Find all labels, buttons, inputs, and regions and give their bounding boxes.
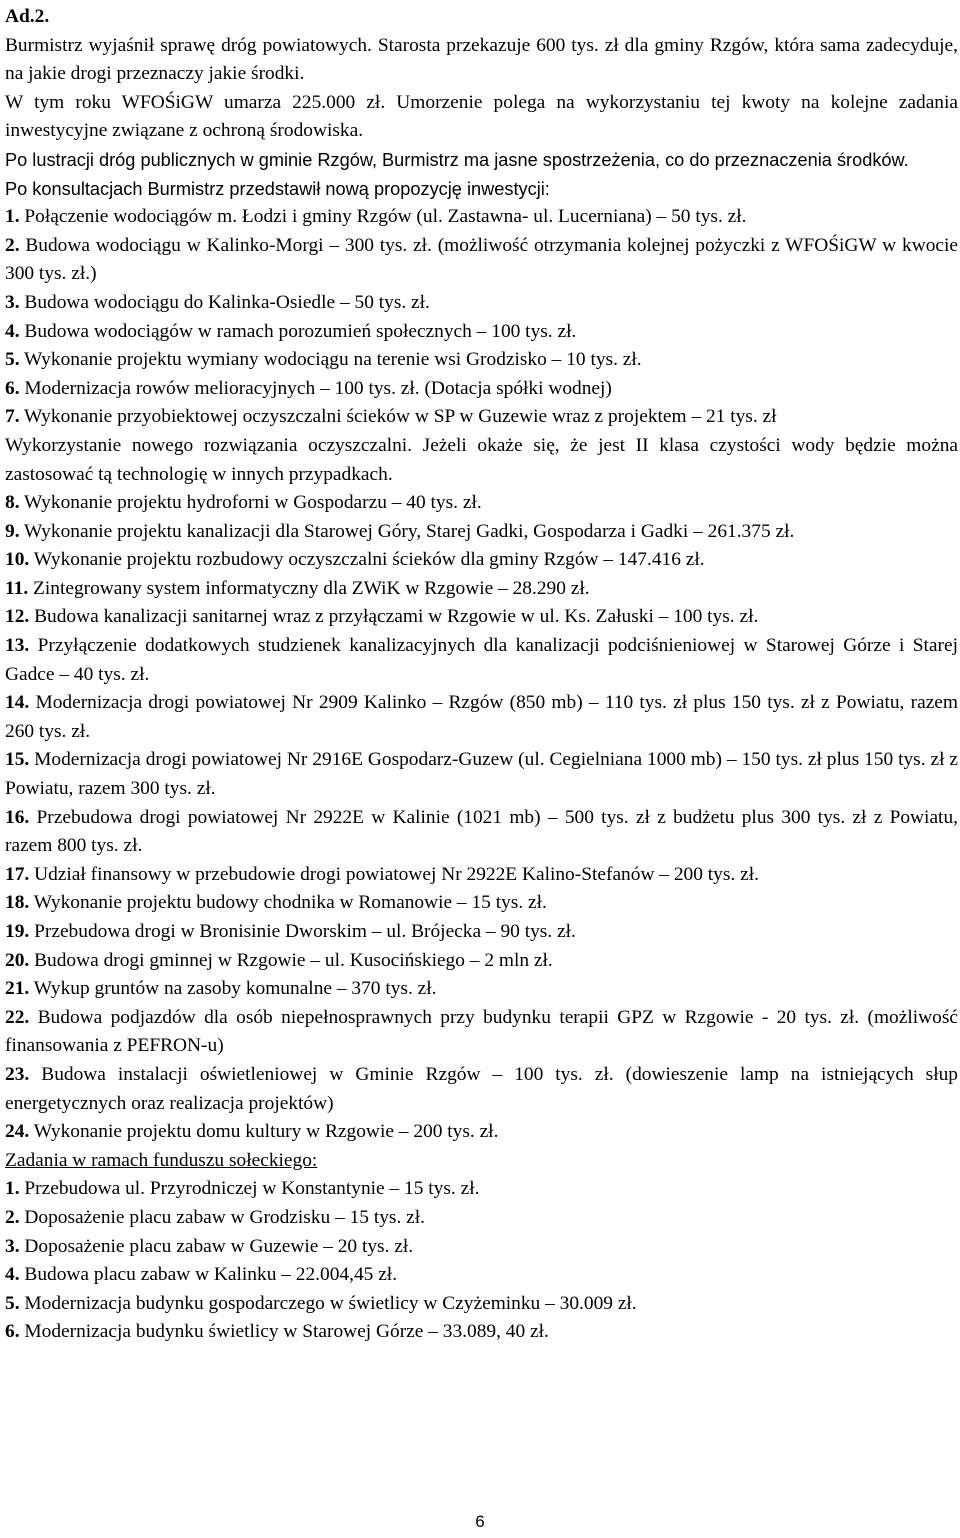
- list-item: 8. Wykonanie projektu hydroforni w Gospodarzu – 40 tys. zł.: [5, 492, 482, 514]
- list-item: 4. Budowa wodociągów w ramach porozumień społecznych – 100 tys. zł.: [5, 320, 577, 342]
- page-number: 6: [475, 1512, 485, 1531]
- list-item: 3. Doposażenie placu zabaw w Guzewie – 20 tys. zł.: [5, 1235, 414, 1257]
- paragraph-lustracja: Po lustracji dróg publicznych w gminie Rzgów, Burmistrz ma jasne spostrzeżenia, co do przeznaczenia środków.: [5, 149, 909, 170]
- list-item: 18. Wykonanie projektu budowy chodnika w Romanowie – 15 tys. zł.: [5, 892, 547, 914]
- investment-list-continued: [5, 489, 958, 1147]
- list-item: 4. Budowa placu zabaw w Kalinku – 22.004,45 zł.: [5, 1264, 398, 1286]
- list-item: 21. Wykup gruntów na zasoby komunalne – 370 tys. zł.: [5, 978, 437, 1000]
- list-item: 11. Zintegrowany system informatyczny dla ZWiK w Rzgowie – 28.290 zł.: [5, 577, 590, 599]
- list-item: 1. Przebudowa ul. Przyrodniczej w Konstantynie – 15 tys. zł.: [5, 1178, 480, 1200]
- paragraph-wfosigw: W tym roku WFOŚiGW umarza 225.000 zł. Umorzenie polega na wykorzystaniu tej kwoty na kolejne zadania inwestycyjne związane z ochroną środowiska.: [5, 91, 958, 142]
- paragraph-starosta: Burmistrz wyjaśnił sprawę dróg powiatowych. Starosta przekazuje 600 tys. zł dla gminy Rzgów, która sama zadecyduje, na jakie drogi przeznaczy jakie środki.: [5, 34, 958, 85]
- investment-list: [5, 203, 958, 432]
- list-item: 13. Przyłączenie dodatkowych studzienek kanalizacyjnych dla kanalizacji podciśnieniowej w Starowej Górze i Starej Gadce – 40 tys. zł.: [5, 635, 958, 685]
- list-item: 6. Modernizacja rowów melioracyjnych – 100 tys. zł. (Dotacja spółki wodnej): [5, 377, 612, 399]
- list-item: 5. Wykonanie projektu wymiany wodociągu na terenie wsi Grodzisko – 10 tys. zł.: [5, 349, 642, 371]
- list-item: 12. Budowa kanalizacji sanitarnej wraz z przyłączami w Rzgowie w ul. Ks. Załuski – 100 tys. zł.: [5, 606, 759, 628]
- list-item: 16. Przebudowa drogi powiatowej Nr 2922E w Kalinie (1021 mb) – 500 tys. zł z budżetu plus 300 tys. zł z Powiatu, razem 800 tys. zł.: [5, 806, 958, 857]
- list-item: 23. Budowa instalacji oświetleniowej w Gminie Rzgów – 100 tys. zł. (dowieszenie lamp na istniejących słup energetycznych oraz realizacja projektów): [5, 1063, 958, 1114]
- solecki-list: [5, 1175, 958, 1347]
- list-item: 2. Doposażenie placu zabaw w Grodzisku – 15 tys. zł.: [5, 1206, 426, 1228]
- list-item: 6. Modernizacja budynku świetlicy w Starowej Górze – 33.089, 40 zł.: [5, 1321, 549, 1343]
- list-item: 7. Wykonanie przyobiektowej oczyszczalni ścieków w SP w Guzewie wraz z projektem – 21 tys. zł: [5, 406, 777, 428]
- list-item: 22. Budowa podjazdów dla osób niepełnosprawnych przy budynku terapii GPZ w Rzgowie - 20 tys. zł. (możliwość finansowania z PEFRON-u): [5, 1006, 958, 1057]
- list-item: 17. Udział finansowy w przebudowie drogi powiatowej Nr 2922E Kalino-Stefanów – 200 tys. zł.: [5, 863, 759, 885]
- section-heading: Ad.2.: [5, 6, 50, 27]
- list-item: 3. Budowa wodociągu do Kalinka-Osiedle – 50 tys. zł.: [5, 291, 430, 313]
- paragraph-konsultacje: Po konsultacjach Burmistrz przedstawił nową propozycję inwestycji:: [5, 178, 550, 199]
- list-item: 24. Wykonanie projektu domu kultury w Rzgowie – 200 tys. zł.: [5, 1121, 499, 1143]
- list-item: 9. Wykonanie projektu kanalizacji dla Starowej Góry, Starej Gadki, Gospodarza i Gadki – 261.375 zł.: [5, 520, 795, 542]
- list-item: 5. Modernizacja budynku gospodarczego w świetlicy w Czyżeminku – 30.009 zł.: [5, 1292, 637, 1314]
- list-item: 2. Budowa wodociągu w Kalinko-Morgi – 300 tys. zł. (możliwość otrzymania kolejnej pożyczki z WFOŚiGW w kwocie 300 tys. zł.): [5, 234, 958, 285]
- solecki-heading: Zadania w ramach funduszu sołeckiego:: [5, 1149, 318, 1171]
- list-item: 1. Połączenie wodociągów m. Łodzi i gminy Rzgów (ul. Zastawna- ul. Lucerniana) – 50 tys. zł.: [5, 206, 747, 228]
- list-item: 14. Modernizacja drogi powiatowej Nr 2909 Kalinko – Rzgów (850 mb) – 110 tys. zł plus 150 tys. zł z Powiatu, razem 260 tys. zł.: [5, 692, 958, 742]
- list-item: 10. Wykonanie projektu rozbudowy oczyszczalni ścieków dla gminy Rzgów – 147.416 zł.: [5, 549, 705, 571]
- list-item: 15. Modernizacja drogi powiatowej Nr 2916E Gospodarz-Guzew (ul. Cegielniana 1000 mb) – 150 tys. zł plus 150 tys. zł z Powiatu, razem 300 tys. zł.: [5, 749, 958, 800]
- list-item: 20. Budowa drogi gminnej w Rzgowie – ul. Kusocińskiego – 2 mln zł.: [5, 949, 553, 971]
- document-page: [5, 3, 958, 1347]
- list-item: 19. Przebudowa drogi w Bronisinie Dworskim – ul. Brójecka – 90 tys. zł.: [5, 921, 576, 942]
- note-paragraph: Wykorzystanie nowego rozwiązania oczyszczalni. Jeżeli okaże się, że jest II klasa czystości wody będzie można zastosować tą technologię w innych przypadkach.: [5, 434, 958, 485]
